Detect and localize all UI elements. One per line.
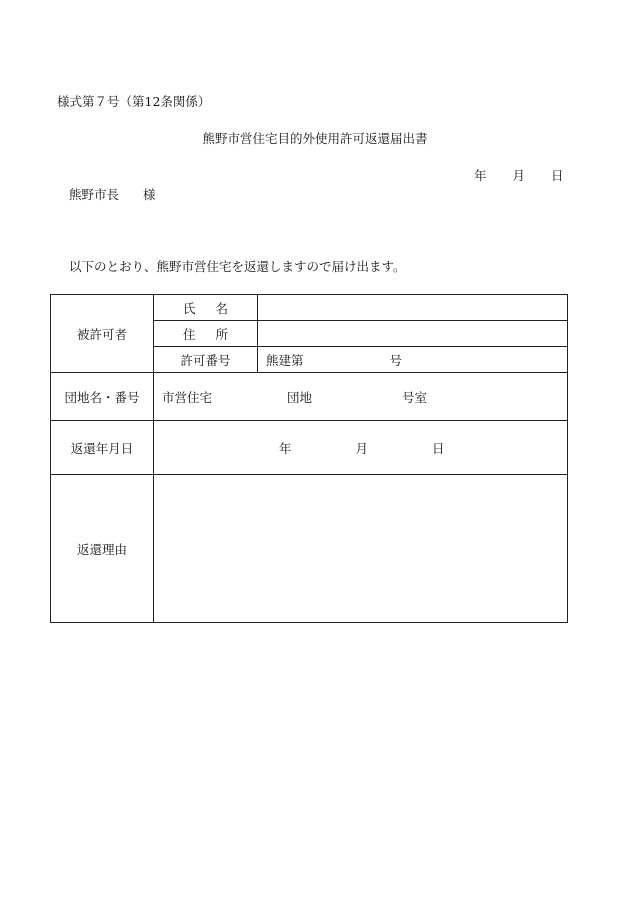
danchi-field[interactable] — [154, 373, 568, 421]
permit-number-suffix: 号 — [389, 352, 403, 368]
return-day-label: 日 — [432, 440, 445, 456]
return-date-field[interactable] — [154, 421, 568, 475]
submission-date — [474, 170, 564, 183]
date-month-label: 月 — [512, 168, 526, 183]
permit-number-prefix: 熊建第 — [266, 352, 304, 368]
danchi-prefix: 市営住宅 — [162, 389, 213, 405]
date-year-label: 年 — [474, 168, 487, 183]
addressee-name: 熊野市長 — [69, 187, 120, 202]
return-form-table — [50, 294, 568, 623]
return-date-label: 返還年月日 — [51, 421, 154, 475]
address-field[interactable] — [258, 321, 568, 347]
danchi-middle: 団地 — [287, 389, 313, 405]
addressee — [69, 189, 156, 202]
danchi-label: 団地名・番号 — [51, 373, 154, 421]
form-number: 様式第７号（第12条関係） — [57, 94, 211, 109]
name-field[interactable] — [258, 295, 568, 321]
permit-number-label: 許可番号 — [154, 347, 258, 373]
permittee-label: 被許可者 — [51, 295, 154, 373]
return-reason-label: 返還理由 — [51, 475, 154, 623]
permit-number-field[interactable] — [258, 347, 568, 373]
return-reason-field[interactable] — [154, 475, 568, 623]
return-month-label: 月 — [355, 440, 369, 456]
document-title: 熊野市営住宅目的外使用許可返還届出書 — [202, 131, 428, 146]
address-label: 住所 — [154, 321, 258, 347]
danchi-suffix: 号室 — [402, 389, 428, 405]
return-year-label: 年 — [279, 440, 292, 456]
name-label: 氏名 — [154, 295, 258, 321]
date-day-label: 日 — [551, 168, 564, 183]
intro-text: 以下のとおり、熊野市営住宅を返還しますので届け出ます。 — [69, 259, 406, 274]
addressee-honorific: 様 — [143, 187, 156, 202]
